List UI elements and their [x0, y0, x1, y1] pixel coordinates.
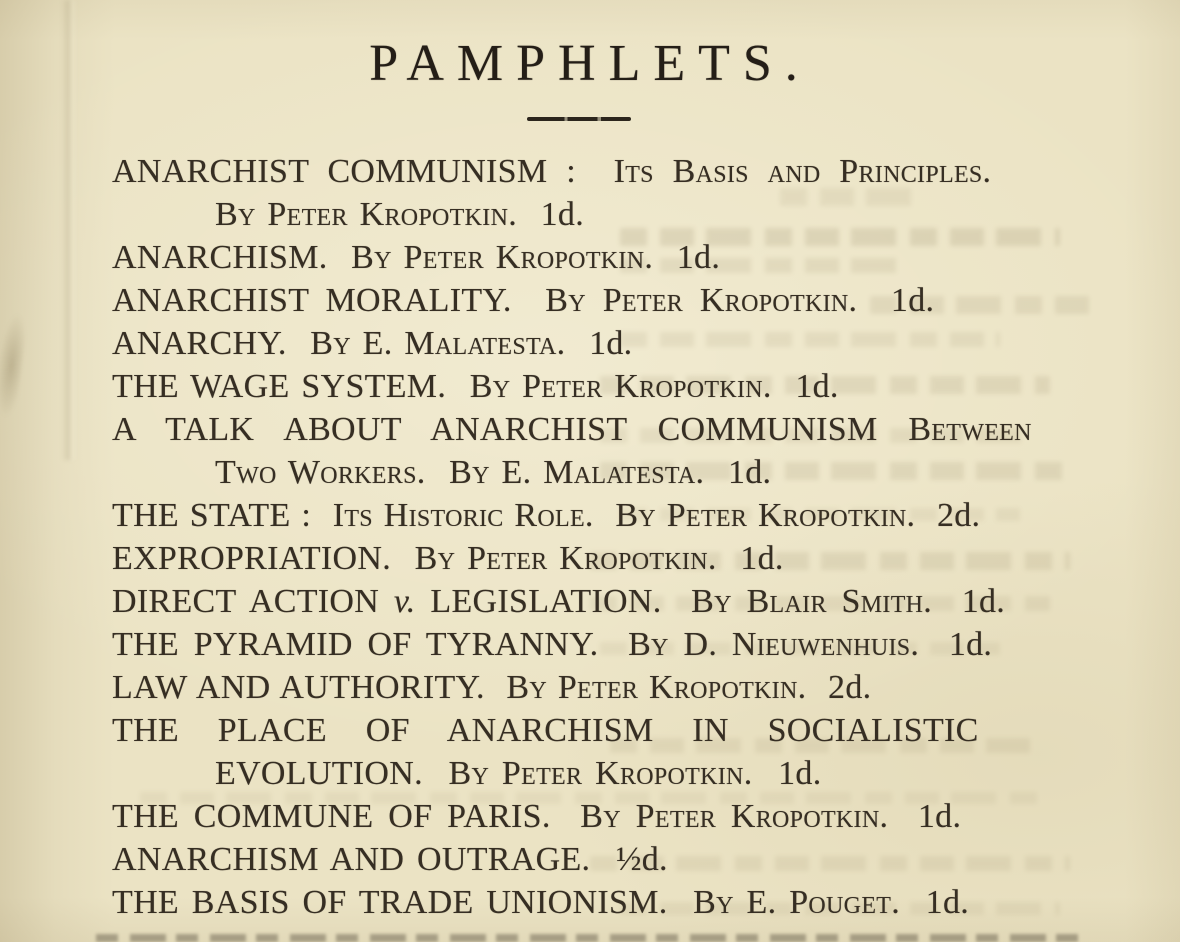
pamphlet-text: DIRECT ACTION	[112, 583, 394, 620]
cutoff-next-line-ghost	[96, 934, 1080, 942]
pamphlet-text: THE WAGE SYSTEM. By Peter Kropotkin.	[112, 368, 796, 405]
pamphlet-line	[112, 279, 1112, 322]
pamphlet-text: THE STATE : Its Historic Role. By Peter Kropotkin.	[112, 497, 937, 534]
price: 1d.	[948, 626, 993, 663]
pamphlet-line	[112, 451, 1112, 494]
pamphlet-text: LAW AND AUTHORITY. By Peter Kropotkin.	[112, 669, 829, 706]
pamphlet-text: Two Workers. By E. Malatesta.	[215, 454, 728, 491]
pamphlet-text: LEGISLATION. By Blair Smith.	[415, 583, 962, 620]
price: 1d.	[589, 325, 633, 362]
pamphlet-text: THE PLACE OF ANARCHISM IN SOCIALISTIC	[112, 712, 979, 749]
pamphlet-line	[112, 236, 1112, 279]
pamphlet-line	[112, 752, 1112, 795]
pamphlet-line	[112, 838, 1112, 881]
pamphlet-line	[112, 795, 1112, 838]
pamphlet-line	[112, 666, 1112, 709]
pamphlet-line	[112, 537, 1112, 580]
price: 1d.	[795, 368, 839, 405]
pamphlet-text: EXPROPRIATION. By Peter Kropotkin.	[112, 540, 741, 577]
price: 1d.	[676, 239, 721, 276]
pamphlet-text: ANARCHIST COMMUNISM : Its Basis and Principles.	[112, 153, 992, 190]
pamphlet-line	[112, 494, 1112, 537]
price: 1d.	[961, 583, 1006, 620]
pamphlet-text: ANARCHY. By E. Malatesta.	[112, 325, 590, 362]
pamphlet-line	[112, 322, 1112, 365]
pamphlet-list	[112, 150, 1112, 924]
pamphlet-line	[112, 408, 1112, 451]
price: ½d.	[615, 841, 668, 878]
pamphlet-text: THE PYRAMID OF TYRANNY. By D. Nieuwenhuis.	[112, 626, 949, 663]
price: 1d.	[727, 454, 772, 491]
price: 1d.	[540, 196, 585, 233]
pamphlet-line	[112, 709, 1112, 752]
price: 1d.	[925, 884, 970, 921]
title-divider-rule	[527, 117, 631, 121]
pamphlet-line	[112, 193, 1112, 236]
pamphlet-line	[112, 150, 1112, 193]
price: 1d.	[740, 540, 784, 577]
price: 2d.	[936, 497, 981, 534]
price: 1d.	[917, 798, 962, 835]
pamphlet-line	[112, 623, 1112, 666]
price: 1d.	[778, 755, 822, 792]
pamphlet-text: THE BASIS OF TRADE UNIONISM. By E. Pouget.	[112, 884, 926, 921]
page-title: PAMPHLETS.	[369, 35, 811, 92]
pamphlet-text: ANARCHISM. By Peter Kropotkin.	[112, 239, 677, 276]
price: 2d.	[828, 669, 872, 706]
pamphlet-text: EVOLUTION. By Peter Kropotkin.	[215, 755, 779, 792]
pamphlet-line	[112, 580, 1112, 623]
price: 1d.	[890, 282, 935, 319]
pamphlet-text: A TALK ABOUT ANARCHIST COMMUNISM Between	[112, 411, 1032, 448]
pamphlet-text: ANARCHISM AND OUTRAGE.	[112, 841, 616, 878]
pamphlet-line	[112, 365, 1112, 408]
pamphlet-text: ANARCHIST MORALITY. By Peter Kropotkin.	[112, 282, 891, 319]
pamphlet-line	[112, 881, 1112, 924]
pamphlet-text: THE COMMUNE OF PARIS. By Peter Kropotkin.	[112, 798, 918, 835]
paper-edge-crease	[0, 294, 30, 436]
versus-abbrev: v.	[393, 583, 416, 620]
pamphlet-text: By Peter Kropotkin.	[215, 196, 541, 233]
